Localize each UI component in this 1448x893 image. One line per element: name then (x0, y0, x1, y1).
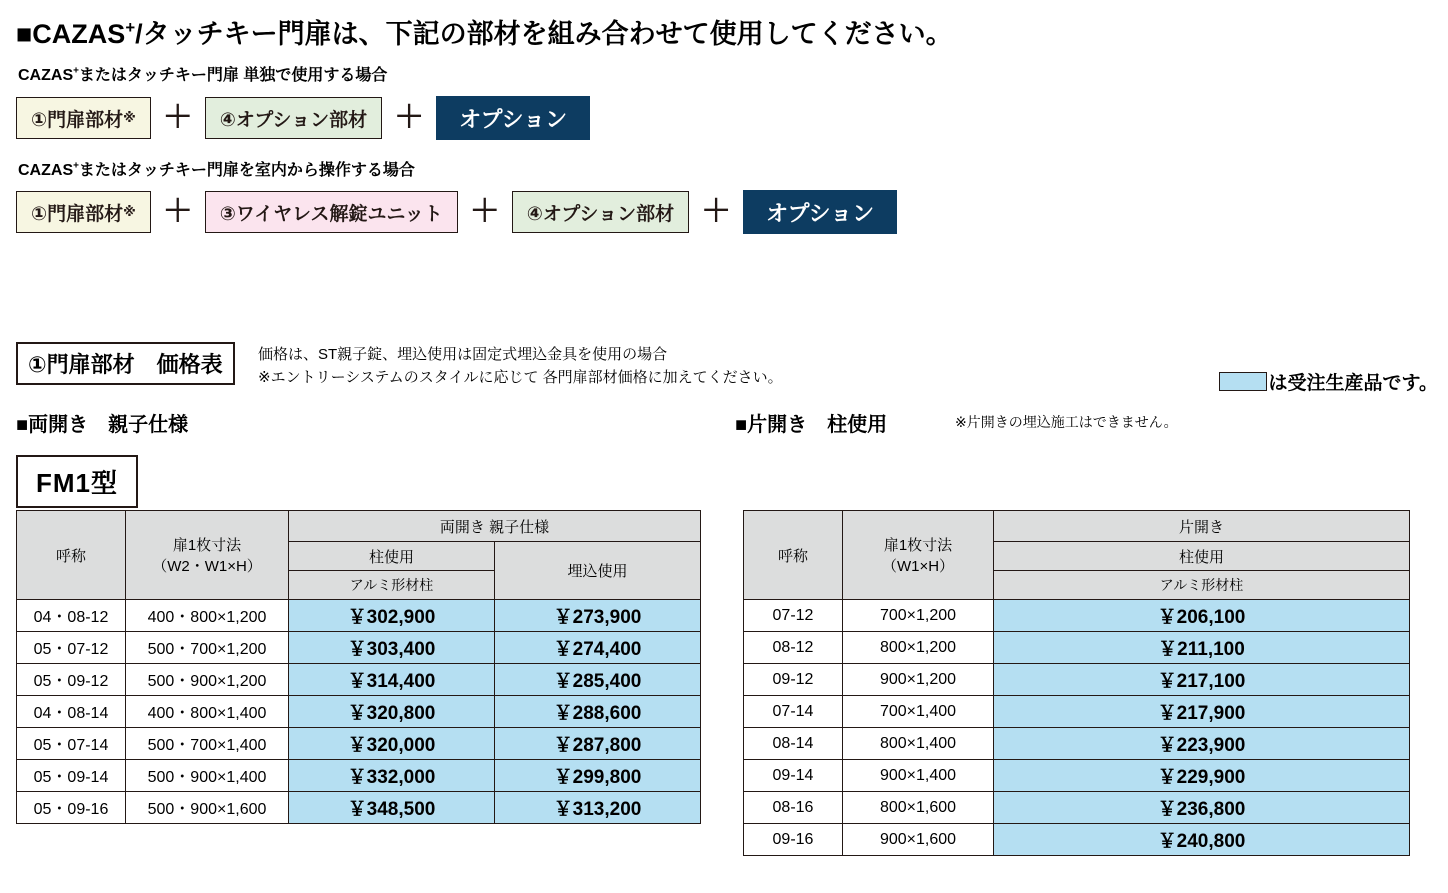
cell-size: 500・900×1,400 (126, 760, 289, 792)
chip-option-parts-label: ④オプション部材 (526, 203, 675, 225)
chip-option-parts-label: ④オプション部材 (219, 109, 368, 131)
cell-size: 500・900×1,600 (126, 792, 289, 824)
chip-option (436, 96, 590, 140)
combo-row1-label (18, 62, 387, 85)
combo-row1-label-superscript: + (73, 65, 79, 77)
cell-price-post: ￥332,000 (289, 760, 495, 792)
cell-price-embedded: ￥299,800 (495, 760, 701, 792)
cell-price-embedded: ￥285,400 (495, 664, 701, 696)
header-embedded-use: 埋込使用 (495, 542, 701, 600)
table-row (17, 792, 701, 824)
table-row (17, 696, 701, 728)
cell-price-post: ￥302,900 (289, 600, 495, 632)
section-title-single-door: ■片開き 柱使用 (735, 414, 888, 436)
table-row (17, 664, 701, 696)
combo-row1-label-after: またはタッチキー門扉 単独で使用する場合 (78, 67, 388, 84)
page-title-before: ■CAZAS (16, 19, 126, 49)
page-title-after: /タッチキー門扉は、下記の部材を組み合わせて使用してください。 (135, 19, 953, 49)
chip-option-label: オプション (766, 200, 875, 226)
section-note-single-door: ※片開きの埋込施工はできません。 (955, 414, 1178, 430)
table-row (17, 728, 701, 760)
cell-price-post: ￥314,400 (289, 664, 495, 696)
chip-gate-parts-label: ①門扉部材 (31, 203, 124, 225)
header-size (843, 511, 994, 600)
cell-name: 08-14 (744, 728, 843, 760)
table-row (744, 728, 1410, 760)
cell-name: 05・09-14 (17, 760, 126, 792)
cell-name: 05・07-14 (17, 728, 126, 760)
table-row (17, 632, 701, 664)
plus-icon: ＋ (162, 101, 193, 134)
table-row (17, 600, 701, 632)
combo-row2 (16, 190, 897, 234)
price-table-single-door (743, 510, 1410, 856)
cell-name: 05・09-16 (17, 792, 126, 824)
cell-size: 800×1,200 (843, 632, 994, 664)
plus-icon: ＋ (469, 195, 500, 228)
chip-option (743, 190, 897, 234)
price-table-badge: ①門扉部材 価格表 (16, 342, 235, 385)
header-size-line1: 扉1枚寸法 (172, 537, 242, 554)
header-group-single: 片開き (994, 511, 1410, 542)
price-table-note-line2: ※エントリーシステムのスタイルに応じて 各門扉部材価格に加えてください。 (258, 368, 783, 386)
header-name: 呼称 (744, 511, 843, 600)
cell-size: 500・900×1,200 (126, 664, 289, 696)
cell-price-post: ￥320,000 (289, 728, 495, 760)
table-row (744, 632, 1410, 664)
chip-gate-parts-label: ①門扉部材 (31, 109, 124, 131)
table-header-row (17, 511, 701, 542)
cell-size: 400・800×1,200 (126, 600, 289, 632)
legend-label: は受注生産品です。 (1268, 373, 1438, 394)
cell-price-embedded: ￥313,200 (495, 792, 701, 824)
cell-price-post: ￥206,100 (994, 600, 1410, 632)
header-post-use: 柱使用 (289, 542, 495, 571)
cell-name: 07-12 (744, 600, 843, 632)
page-title-superscript: + (125, 18, 136, 37)
cell-name: 09-12 (744, 664, 843, 696)
cell-size: 500・700×1,400 (126, 728, 289, 760)
cell-size: 700×1,200 (843, 600, 994, 632)
chip-wireless-unlock-unit (205, 191, 458, 233)
header-post-use: 柱使用 (994, 542, 1410, 571)
header-size-line1: 扉1枚寸法 (883, 537, 953, 554)
cell-name: 04・08-14 (17, 696, 126, 728)
table-row (744, 600, 1410, 632)
combo-row1 (16, 96, 590, 140)
cell-name: 08-16 (744, 792, 843, 824)
chip-option-label: オプション (459, 106, 568, 132)
cell-name: 09-16 (744, 824, 843, 856)
cell-size: 800×1,400 (843, 728, 994, 760)
made-to-order-legend (1219, 368, 1438, 395)
page-title (16, 12, 953, 51)
header-size (126, 511, 289, 600)
section-title-double-door: ■両開き 親子仕様 (16, 414, 189, 436)
legend-swatch-icon (1219, 372, 1267, 391)
cell-name: 05・07-12 (17, 632, 126, 664)
cell-price-post: ￥236,800 (994, 792, 1410, 824)
cell-size: 900×1,200 (843, 664, 994, 696)
combo-row2-label (18, 157, 415, 180)
header-post-material: アルミ形材柱 (994, 571, 1410, 600)
chip-gate-parts-note: ※ (123, 110, 136, 125)
plus-icon: ＋ (394, 101, 425, 134)
combo-row2-label-superscript: + (73, 160, 79, 172)
table-row (744, 824, 1410, 856)
cell-price-embedded: ￥273,900 (495, 600, 701, 632)
cell-price-embedded: ￥274,400 (495, 632, 701, 664)
cell-price-post: ￥217,900 (994, 696, 1410, 728)
combo-row1-label-before: CAZAS (18, 67, 74, 84)
cell-price-post: ￥223,900 (994, 728, 1410, 760)
cell-price-post: ￥240,800 (994, 824, 1410, 856)
price-table-note-line1: 価格は、ST親子錠、埋込使用は固定式埋込金具を使用の場合 (258, 346, 668, 363)
cell-price-embedded: ￥288,600 (495, 696, 701, 728)
cell-price-post: ￥348,500 (289, 792, 495, 824)
cell-name: 08-12 (744, 632, 843, 664)
combo-row2-label-before: CAZAS (18, 162, 74, 179)
cell-size: 400・800×1,400 (126, 696, 289, 728)
cell-size: 500・700×1,200 (126, 632, 289, 664)
chip-wireless-unlock-unit-label: ③ワイヤレス解錠ユニット (219, 203, 443, 225)
cell-price-post: ￥217,100 (994, 664, 1410, 696)
table-row (744, 696, 1410, 728)
header-size-line2: （W2・W1×H） (152, 558, 262, 575)
cell-size: 700×1,400 (843, 696, 994, 728)
header-group-double: 両開き 親子仕様 (289, 511, 701, 542)
plus-icon: ＋ (162, 195, 193, 228)
header-name: 呼称 (17, 511, 126, 600)
cell-price-post: ￥303,400 (289, 632, 495, 664)
table-header-row (744, 511, 1410, 542)
header-post-material: アルミ形材柱 (289, 571, 495, 600)
price-table-double-door (16, 510, 701, 824)
chip-gate-parts (16, 191, 151, 233)
cell-name: 04・08-12 (17, 600, 126, 632)
model-badge-fm1: FM1型 (16, 455, 138, 508)
header-size-line2: （W1×H） (881, 558, 955, 575)
table-row (744, 664, 1410, 696)
cell-price-post: ￥320,800 (289, 696, 495, 728)
chip-option-parts (512, 191, 689, 233)
cell-price-embedded: ￥287,800 (495, 728, 701, 760)
combo-row2-label-after: またはタッチキー門扉を室内から操作する場合 (78, 162, 415, 179)
table-row (744, 760, 1410, 792)
cell-size: 900×1,400 (843, 760, 994, 792)
plus-icon: ＋ (701, 195, 732, 228)
chip-gate-parts-note: ※ (123, 204, 136, 219)
chip-option-parts (205, 97, 382, 139)
table-row (744, 792, 1410, 824)
chip-gate-parts (16, 97, 151, 139)
cell-price-post: ￥211,100 (994, 632, 1410, 664)
cell-size: 900×1,600 (843, 824, 994, 856)
cell-name: 05・09-12 (17, 664, 126, 696)
cell-price-post: ￥229,900 (994, 760, 1410, 792)
cell-size: 800×1,600 (843, 792, 994, 824)
table-row (17, 760, 701, 792)
cell-name: 07-14 (744, 696, 843, 728)
cell-name: 09-14 (744, 760, 843, 792)
price-table-note (258, 344, 783, 389)
